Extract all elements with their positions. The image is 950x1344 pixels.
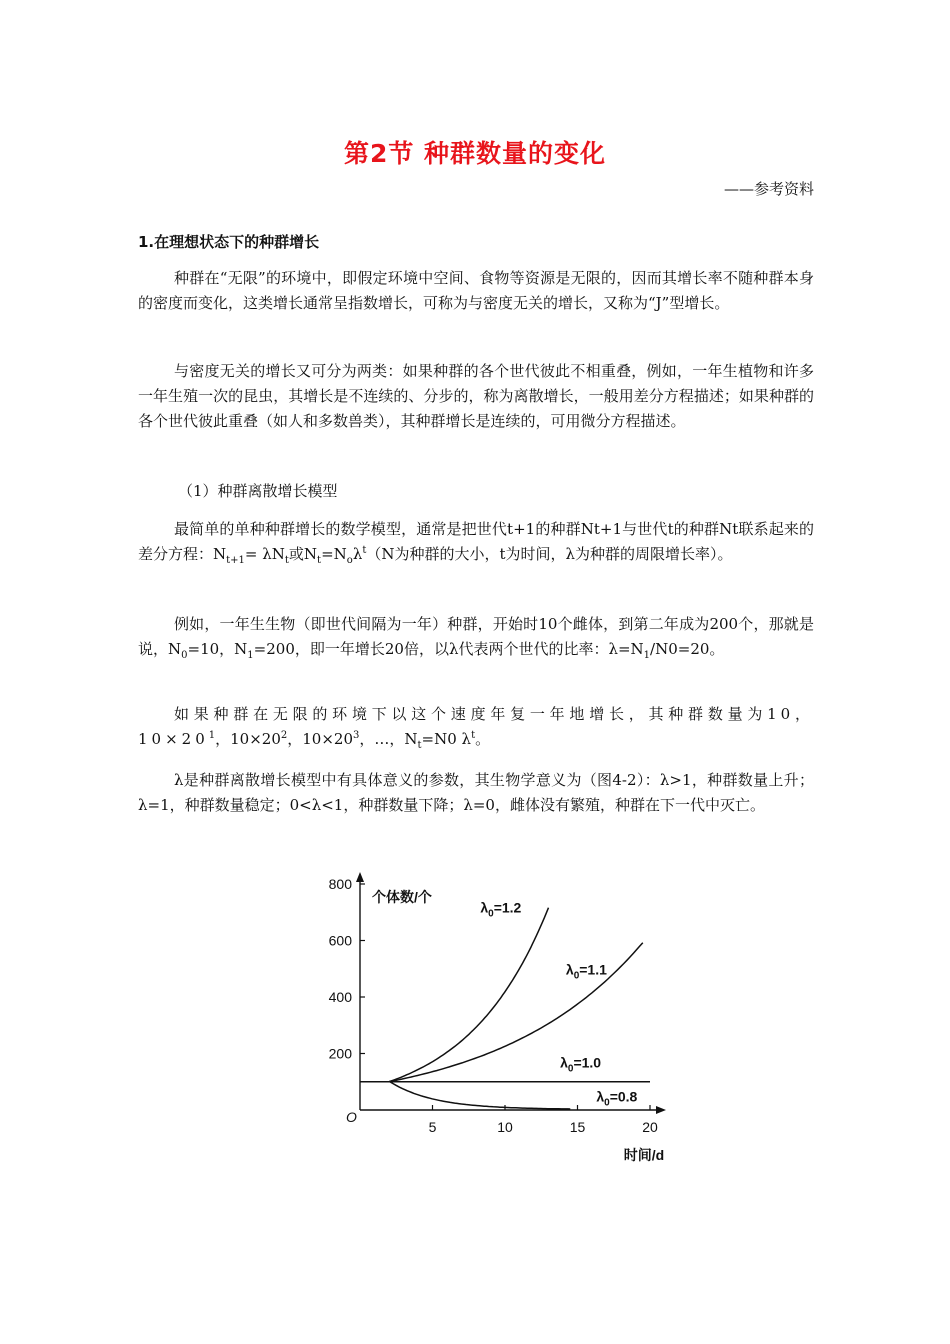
x-tick-label: 5: [428, 1119, 437, 1135]
section-heading: 1.在理想状态下的种群增长: [138, 233, 320, 251]
x-axis-label: 时间/d: [623, 1147, 665, 1163]
y-tick-label: 200: [328, 1045, 352, 1062]
population-growth-chart: [318, 868, 678, 1168]
series-line-0: [389, 908, 549, 1082]
y-tick-label: 800: [328, 876, 352, 892]
paragraph-model: 最简单的单种种群增长的数学模型，通常是把世代t+1的种群Nt+1与世代t的种群Nt联系起来的差分方程：$N_{t+1}= \lambda N_t$或$N_t=N_o\lambda^t(N$为种群的大小，t为时间，λ为种群的周限增长率）。: [138, 520, 814, 566]
paragraph-2: 与密度无关的增长又可分为两类：如果种群的各个世代彼此不相重叠，例如，一年生植物和许多一年生殖一次的昆虫，其增长是不连续的、分步的，称为离散增长，一般用差分方程描述；如果种群的各个世代彼此重叠（如人和多数兽类），其种群增长是连续的，可用微分方程描述。: [138, 362, 814, 430]
y-axis-label: 个体数/个: [372, 889, 432, 905]
y-tick-label: 600: [328, 932, 352, 949]
origin-label: O: [346, 1109, 357, 1125]
y-axis-arrow: [356, 872, 364, 882]
subsection-heading: （1）种群离散增长模型: [178, 482, 338, 500]
x-tick-label: 10: [497, 1119, 513, 1135]
series-label-2: $\lambda_0=1.0$: [560, 1054, 602, 1075]
paragraph-lambda: λ是种群离散增长模型中有具体意义的参数，其生物学意义为（图4-2）：λ>1，种群数量上升；λ=1，种群数量稳定；0<λ<1，种群数量下降；λ=0，雌体没有繁殖，种群在下一代中灭亡。: [138, 771, 814, 814]
x-tick-label: 15: [569, 1119, 586, 1135]
page-title: 第2节 种群数量的变化: [343, 139, 607, 168]
series-label-0: $\lambda_0=1.2$: [480, 899, 522, 920]
subtitle: ——参考资料: [723, 180, 814, 198]
paragraph-growth: 如果种群在无限的环境下以这个速度年复一年地增长，其种群数量为10，$10\times 20^1$，$10\times 20^2$，$10\times 20^3$，…，$N_t=N0$ $\lambda^t$。: [138, 705, 814, 751]
y-tick-label: 400: [328, 989, 352, 1005]
series-line-3: [389, 1081, 570, 1109]
series-label-3: $\lambda_0=0.8$: [596, 1088, 638, 1109]
paragraph-example: 例如，一年生生物（即世代间隔为一年）种群，开始时10个雌体，到第二年成为200个，那就是说，$N_0=10$，$N_1=200$，即一年增长20倍，以λ代表两个世代的比率：$\lambda=N_1/N0=20$。: [138, 615, 814, 661]
series-label-1: $\lambda_0=1.1$: [565, 961, 607, 982]
x-tick-label: 20: [642, 1119, 658, 1135]
x-axis-arrow: [656, 1106, 666, 1114]
paragraph-1: 种群在“无限”的环境中，即假定环境中空间、食物等资源是无限的，因而其增长率不随种群本身的密度而变化，这类增长通常呈指数增长，可称为与密度无关的增长，又称为“J”型增长。: [138, 269, 814, 312]
